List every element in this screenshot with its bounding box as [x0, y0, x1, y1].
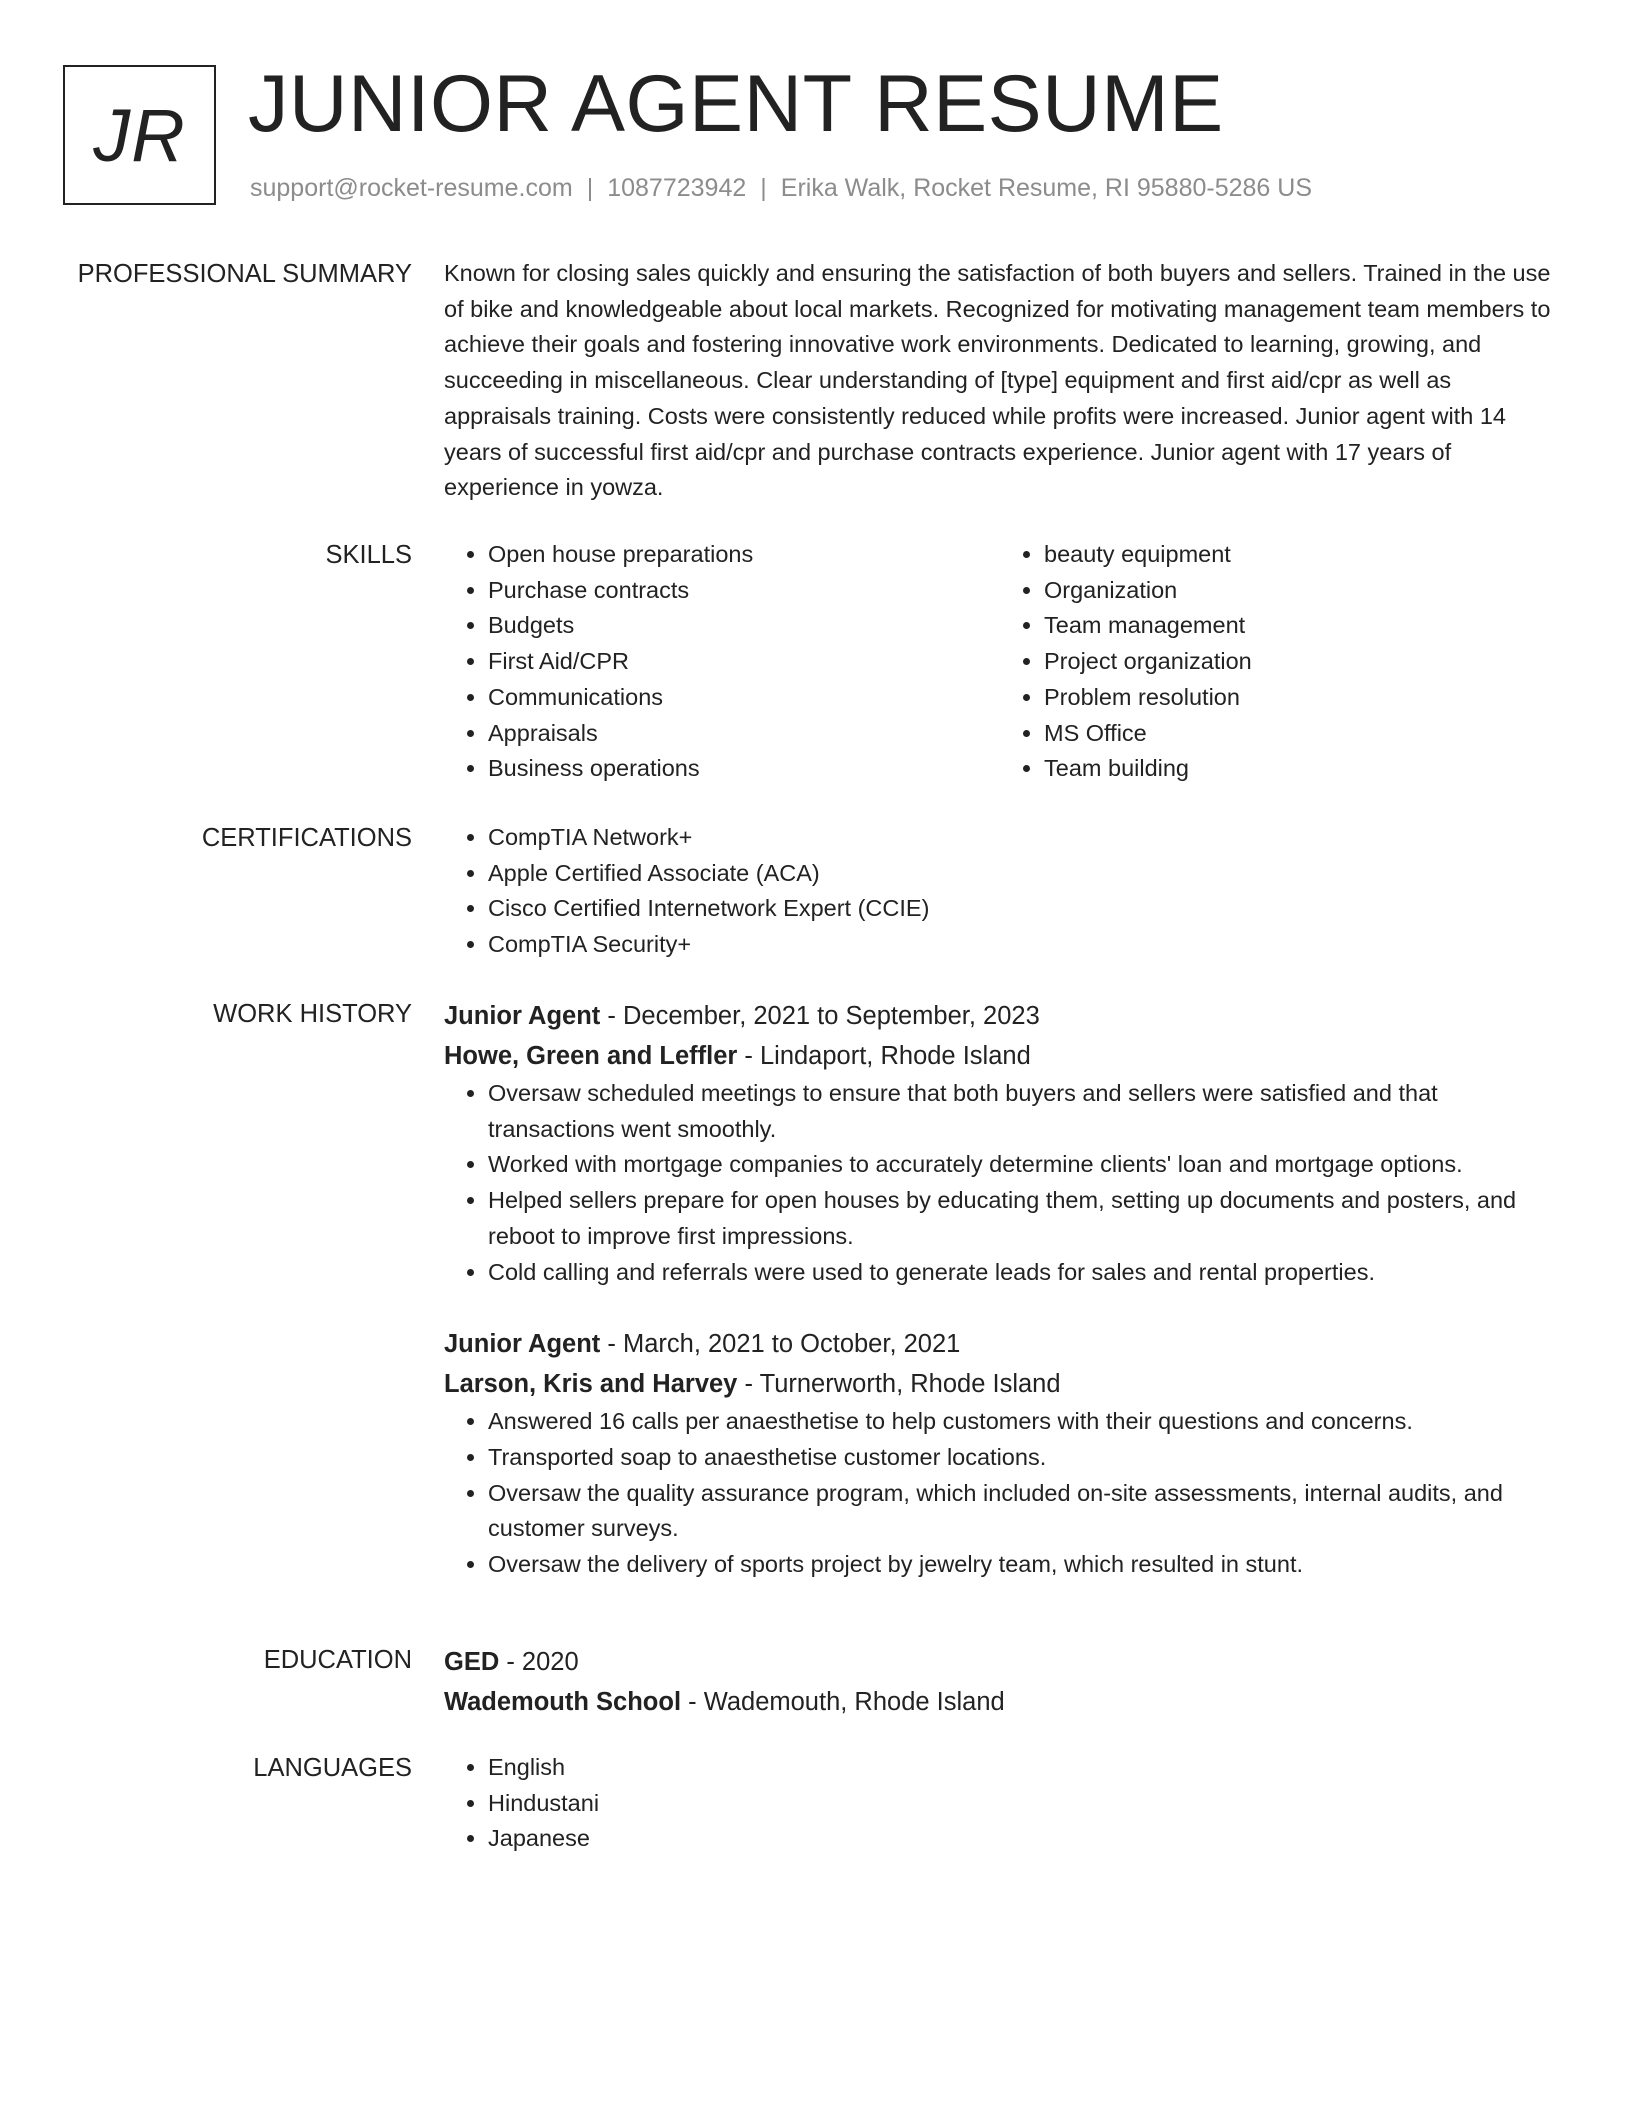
skill-item: • Problem resolution	[1044, 680, 1556, 716]
certification-item: • CompTIA Security+	[488, 927, 1556, 963]
job-duty-item: • Oversaw scheduled meetings to ensure that both buyers and sellers were satisfied and that transactions went smoothly.	[488, 1076, 1556, 1147]
job-dates: - December, 2021 to September, 2023	[600, 1002, 1040, 1030]
skill-item: • Organization	[1044, 573, 1556, 609]
certification-item: • Cisco Certified Internetwork Expert (CCIE)	[488, 891, 1556, 927]
job-duties-list	[444, 1076, 1556, 1290]
skill-item: • Budgets	[488, 608, 1000, 644]
contact-address: Erika Walk, Rocket Resume, RI 95880-5286 US	[780, 174, 1313, 202]
job-duty-item: • Oversaw the delivery of sports project by jewelry team, which resulted in stunt.	[488, 1547, 1556, 1583]
languages-list	[444, 1750, 1556, 1857]
job-duty-item: • Helped sellers prepare for open houses by educating them, setting up documents and posters, and reboot to improve first impressions.	[488, 1183, 1556, 1254]
certification-item: • CompTIA Network+	[488, 820, 1556, 856]
certifications-list	[444, 820, 1556, 963]
section-label: CERTIFICATIONS	[201, 824, 412, 852]
language-item: • Japanese	[488, 1821, 1556, 1857]
job-duty-item: • Oversaw the quality assurance program, which included on-site assessments, internal audits, and customer surveys.	[488, 1476, 1556, 1547]
skill-item: • MS Office	[1044, 716, 1556, 752]
skills-list-right	[1000, 537, 1556, 787]
job-heading	[444, 1324, 1556, 1364]
job-duty-item: • Transported soap to anaesthetise customer locations.	[488, 1440, 1556, 1476]
job-entry	[444, 996, 1556, 1290]
job-entry	[444, 1324, 1556, 1583]
language-item: • English	[488, 1750, 1556, 1786]
contact-separator: |	[586, 174, 594, 202]
skill-item: • Team management	[1044, 608, 1556, 644]
job-duty-item: • Worked with mortgage companies to accurately determine clients' loan and mortgage options.	[488, 1147, 1556, 1183]
section-label: LANGUAGES	[253, 1754, 412, 1782]
job-dates: - March, 2021 to October, 2021	[600, 1330, 961, 1359]
job-duties-list	[444, 1404, 1556, 1583]
education-year: - 2020	[499, 1648, 579, 1676]
skill-item: • Project organization	[1044, 644, 1556, 680]
job-company: Larson, Kris and Harvey	[444, 1370, 738, 1399]
job-duty-item: • Cold calling and referrals were used to generate leads for sales and rental properties.	[488, 1255, 1556, 1291]
job-title: Junior Agent	[444, 1002, 601, 1030]
section-label: EDUCATION	[263, 1646, 412, 1674]
education-location: - Wademouth, Rhode Island	[681, 1688, 1005, 1716]
education-degree: GED	[444, 1648, 500, 1676]
job-location: - Lindaport, Rhode Island	[737, 1042, 1031, 1070]
skill-item: • Appraisals	[488, 716, 1000, 752]
job-company: Howe, Green and Leffler	[444, 1042, 738, 1070]
skill-item: • Communications	[488, 680, 1000, 716]
job-heading	[444, 996, 1556, 1036]
contact-line	[250, 174, 1312, 203]
contact-email: support@rocket-resume.com	[250, 174, 573, 202]
job-duty-item: • Answered 16 calls per anaesthetise to help customers with their questions and concerns.	[488, 1404, 1556, 1440]
job-title: Junior Agent	[444, 1330, 601, 1359]
section-label: SKILLS	[325, 541, 412, 569]
skill-item: • beauty equipment	[1044, 537, 1556, 573]
contact-phone: 1087723942	[607, 174, 747, 202]
section-label: WORK HISTORY	[213, 1000, 412, 1028]
education-school-line	[444, 1682, 1556, 1722]
skill-item: • Open house preparations	[488, 537, 1000, 573]
section-label: PROFESSIONAL SUMMARY	[77, 260, 412, 288]
language-item: • Hindustani	[488, 1786, 1556, 1822]
skills-list-left	[444, 537, 1000, 787]
summary-text: Known for closing sales quickly and ensuring the satisfaction of both buyers and sellers. Trained in the use of bike and knowledgeable about local markets. Recognized for motivating management team members to achieve their goals and fostering innovative work environments. Dedicated to learning, growing, and succeeding in miscellaneous. Clear understanding of [type] equipment and first aid/cpr as well as appraisals training. Costs were consistently reduced while profits were increased. Junior agent with 14 years of successful first aid/cpr and purchase contracts experience. Junior agent with 17 years of experience in yowza.	[444, 260, 1551, 501]
job-company-line	[444, 1364, 1556, 1404]
education-degree-line	[444, 1642, 1556, 1682]
job-location: - Turnerworth, Rhode Island	[737, 1370, 1061, 1399]
job-company-line	[444, 1036, 1556, 1076]
skill-item: • Purchase contracts	[488, 573, 1000, 609]
certification-item: • Apple Certified Associate (ACA)	[488, 856, 1556, 892]
skill-item: • Business operations	[488, 751, 1000, 787]
contact-separator: |	[760, 174, 767, 202]
skill-item: • Team building	[1044, 751, 1556, 787]
education-school: Wademouth School	[444, 1688, 682, 1716]
resume-title: JUNIOR AGENT RESUME	[248, 59, 1224, 149]
monogram-box	[63, 65, 216, 205]
skill-item: • First Aid/CPR	[488, 644, 1000, 680]
monogram-initials: JR	[93, 93, 186, 177]
